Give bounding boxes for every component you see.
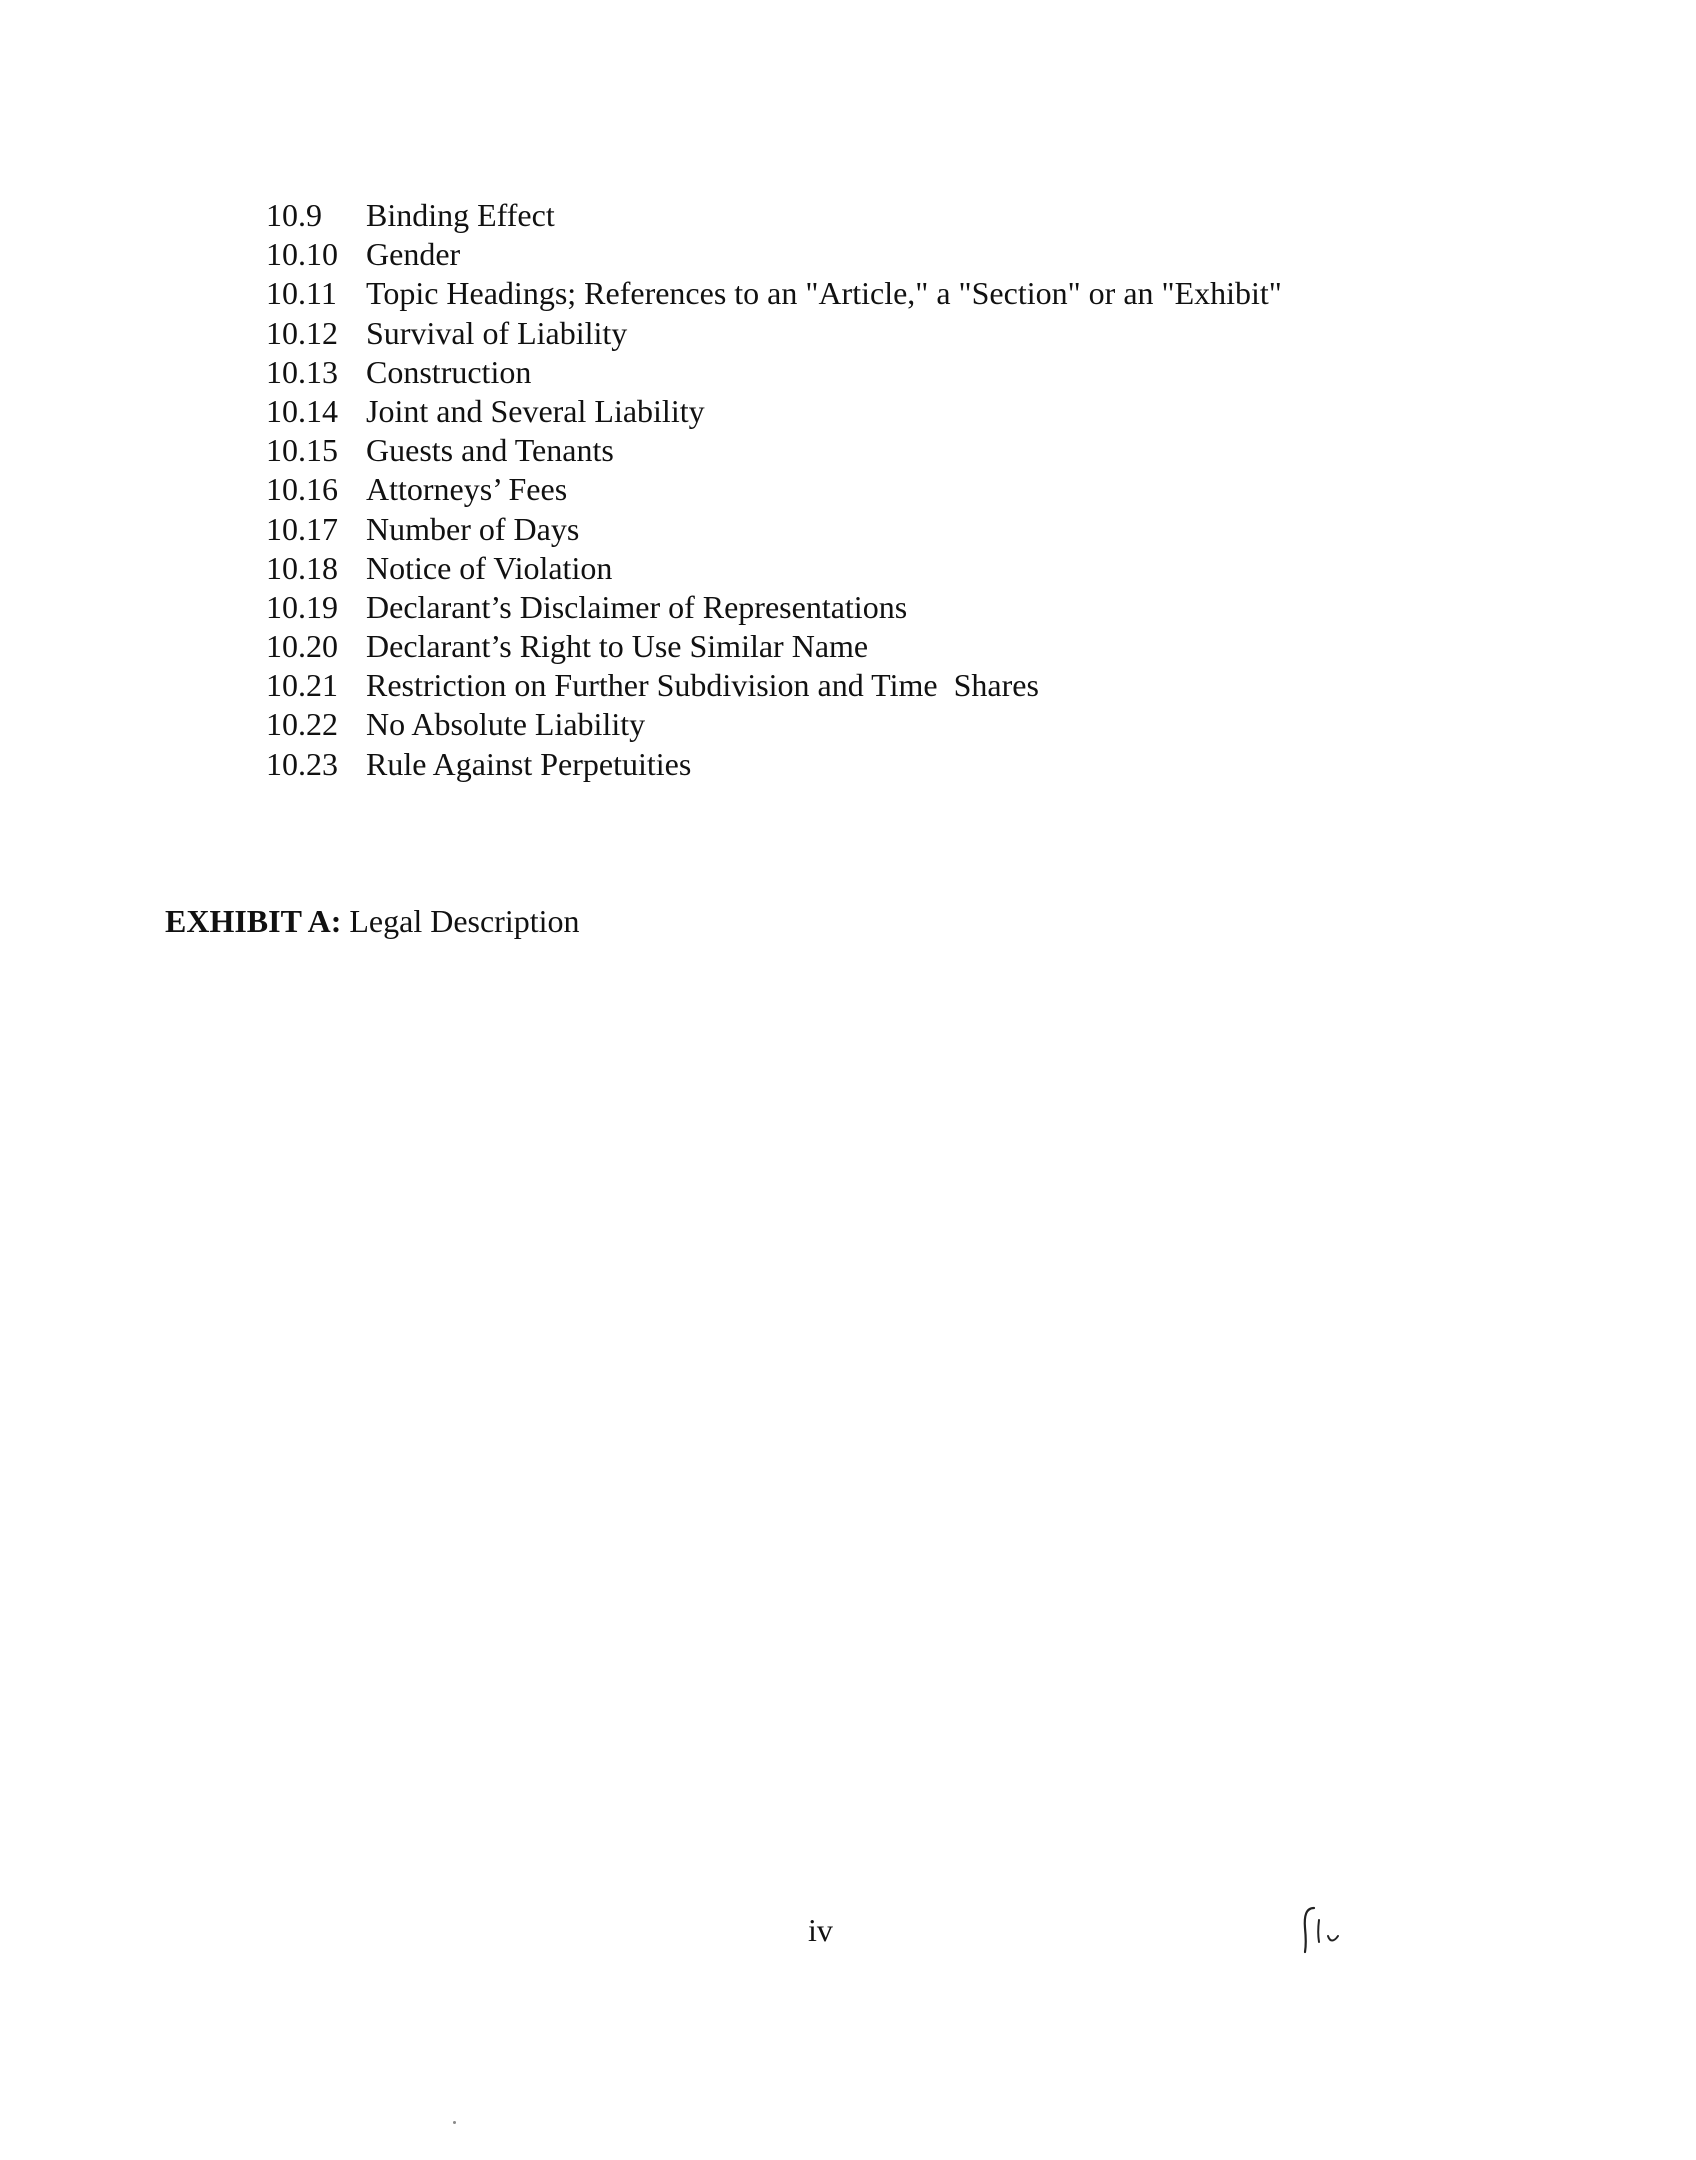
toc-item-number: 10.11 [266,275,337,312]
scan-speck [453,2121,456,2124]
toc-item-number: 10.23 [266,745,338,782]
toc-item [266,588,1282,627]
toc-item [266,549,1282,588]
toc-item-title: Number of Days [366,510,580,547]
toc-item-title: Declarant’s Disclaimer of Representations [366,588,908,625]
toc-item-number: 10.13 [266,353,338,390]
toc-item [266,470,1282,509]
toc-item-number: 10.10 [266,236,338,273]
toc-item-number: 10.17 [266,510,338,547]
toc-item-title: Joint and Several Liability [366,392,705,429]
toc-item [266,196,1282,235]
toc-item-title: Declarant’s Right to Use Similar Name [366,628,869,665]
toc-item [266,431,1282,470]
toc-item [266,666,1282,705]
toc-item-number: 10.14 [266,392,338,429]
toc-item-number: 10.18 [266,549,338,586]
toc-item-title: Notice of Violation [366,549,613,586]
toc-item-title: Guests and Tenants [366,432,614,469]
exhibit-label: EXHIBIT A: [165,903,342,939]
toc-item-title: Binding Effect [366,197,555,233]
toc-item-number: 10.20 [266,628,338,665]
toc-item-title: Gender [366,236,461,273]
toc-item-title: Attorneys’ Fees [366,471,568,508]
toc-item-number: 10.9 [266,197,322,233]
page-number: iv [808,1912,833,1948]
toc-item [266,392,1282,431]
toc-item [266,705,1282,744]
toc-item-title: Topic Headings; References to an "Article," a "Section" or an "Exhibit" [366,275,1282,312]
toc-item [266,353,1282,392]
toc-item [266,510,1282,549]
toc-item-title: Survival of Liability [366,314,628,351]
toc-item-number: 10.22 [266,706,338,743]
toc-item-title: No Absolute Liability [366,706,646,743]
toc-item-number: 10.15 [266,432,338,469]
toc-item [266,627,1282,666]
toc-item-number: 10.16 [266,471,338,508]
toc-item-number: 10.12 [266,314,338,351]
toc-item [266,314,1282,353]
handwritten-initials [1300,1898,1360,1958]
exhibit-entry [165,901,580,941]
toc-list [266,196,1282,784]
toc-item-number: 10.19 [266,588,338,625]
exhibit-title: Legal Description [341,903,580,939]
toc-item-title: Rule Against Perpetuities [366,745,692,782]
toc-item [266,235,1282,274]
toc-item [266,745,1282,784]
toc-item [266,274,1282,313]
toc-item-number: 10.21 [266,667,338,704]
toc-item-title: Construction [366,353,532,390]
toc-item-title: Restriction on Further Subdivision and Time Shares [366,667,1039,704]
